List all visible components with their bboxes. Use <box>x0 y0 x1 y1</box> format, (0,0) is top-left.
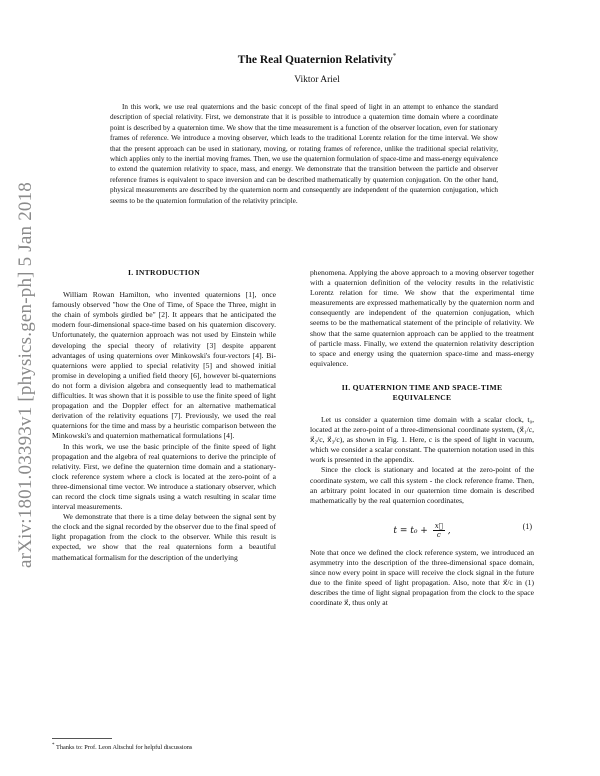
footnote-divider <box>52 738 112 739</box>
title-footnote-mark: * <box>392 52 397 60</box>
section-heading-introduction: I. INTRODUCTION <box>127 268 200 277</box>
footnote-text: Thanks to: Prof. Leon Altschul for helpful discussions <box>55 744 193 752</box>
arxiv-identifier-text: arXiv:1801.03393v1 [physics.gen-ph] 5 Jan 2018 <box>15 182 37 568</box>
body-paragraph: Let us consider a quaternion time domain with a scalar clock, t₀, located at the zero-point of a three-dimensional coordinate system, (x⃗₁/c, x⃗₂/c, x⃗₃/c), as shown in Fig. 1. Here, c is the speed of light in vacuum, which we consider a scalar constant. The quaternion notation used in this work is presented in the appendix. <box>310 414 534 465</box>
equation-tail: , <box>447 525 451 536</box>
arxiv-identifier[interactable] <box>8 150 44 600</box>
fraction-denominator: c <box>436 530 441 539</box>
section-heading-quaternion-time <box>310 383 534 403</box>
footnote <box>52 743 192 751</box>
abstract: In this work, we use real quaternions and the basic concept of the final speed of light in an attempt to enhance the standard description of special relativity. First, we demonstrate that it is possible to introduce a quaternion time domain where a coordinate point is described by a quaternion time. We show that the time measurement is a function of the observer location, even for stationary frames of reference. We introduce a moving observer, which leads to the traditional Lorentz relation for the time interval. We show that the present approach can be used in stationary, moving, or rotating frames of reference, unlike the traditional special relativity, which applies only to the inertial moving frames. Then, we use the quaternion formulation of space-time and mass-energy equivalence to extend the quaternion relativity to space, mass, and energy. We demonstrate that the transition between the particle and observer reference frames is equivalent to space inversion and can be described mathematically by quaternion conjugation. On the other hand, physical measurements are described by the quaternion norm and consequently are independent of the quaternion conjugation, which seems to be the quaternion formulation of the relativity principle. <box>110 103 498 205</box>
paper-title <box>70 52 564 66</box>
intro-paragraph: William Rowan Hamilton, who invented quaternions [1], once famously observed "how the One of Time, of Space the Three, might in the chain of symbols girdled be" [2]. It appears that he anticipated the modern four-dimensional space-time based on his quaternion discovery. Unfortunately, the quaternion approach was not used by Einstein while developing the special theory of relativity [3] despite apparent advantages of using quaternions over Minkowski's four-vectors [4]. Bi-quaternions were applied to special relativity [5] and showed initial promise in developing a unified field theory [6], however bi-quaternions do not form a division algebra and consequently lead to mathematical difficulties. It was shown that it is possible to use the finite speed of light propagation and the Doppler effect for an alternative mathematical derivation of the relativity equations [7]. Previously, we used the real quaternions for the time and mass by a heuristic comparison between the Minkowski's and quaternion mathematical formulations [4]. <box>52 290 276 441</box>
intro-paragraph: We demonstrate that there is a time delay between the signal sent by the clock and the signal recorded by the observer due to the final speed of light propagation from the clock to the observer. While this result is expected, we show that the real quaternions form a beautiful mathematical formalism for the description of the underlying <box>52 512 276 562</box>
section-heading-line: II. QUATERNION TIME AND SPACE-TIME <box>341 382 503 392</box>
equation-fraction <box>433 522 445 539</box>
right-column <box>310 268 534 608</box>
fraction-numerator: x⃗ <box>434 521 443 530</box>
equation-1 <box>310 518 534 542</box>
left-column <box>52 268 276 563</box>
equation-number: (1) <box>522 521 532 531</box>
footnote-mark: * <box>52 743 55 748</box>
paper-title-text: The Real Quaternion Relativity <box>237 53 393 66</box>
equation-body <box>310 522 534 539</box>
intro-paragraph-continued: phenomena. Applying the above approach to a moving observer together with a quaternion definition of the velocity results in the relativistic Lorentz relation for time. We show that the experimental time measurements are expressed mathematically by the quaternion norm and consequently are independent of the quaternion conjugation, which seems to be the mathematical statement of the principle of relativity. We show that the same quaternion approach can be applied to the treatment of particle mass. Finally, we extend the quaternion relativity description to space and energy using the quaternion space-time and mass-energy equivalence. <box>310 268 534 368</box>
body-paragraph: Note that once we defined the clock reference system, we introduced an asymmetry into the description of the three-dimensional space domain, since now every point in space will receive the clock signal in the future due to the finite speed of light propagation. Also, note that x⃗/c in (1) describes the time of light signal propagation from the clock to the space coordinate x⃗, thus only at <box>310 547 534 608</box>
equation-lhs: t = t₀ + <box>393 525 428 536</box>
body-paragraph: Since the clock is stationary and located at the zero-point of the coordinate system, we call this system - the clock reference frame. Then, an arbitrary point located in our quaternion time domain is described mathematically by the real quaternion coordinates, <box>310 465 534 505</box>
paper-author: Viktor Ariel <box>294 75 340 85</box>
section-heading-line: EQUIVALENCE <box>392 392 452 402</box>
intro-paragraph: In this work, we use the basic principle of the finite speed of light propagation and the algebra of real quaternions to derive the principle of relativity. First, we define the quaternion time domain and a stationary-clock reference system where a clock is located at the zero-point of a three-dimensional time vector. We introduce a stationary observer, which can record the clock time signals using a watch resulting in scalar time interval measurements. <box>52 441 276 512</box>
